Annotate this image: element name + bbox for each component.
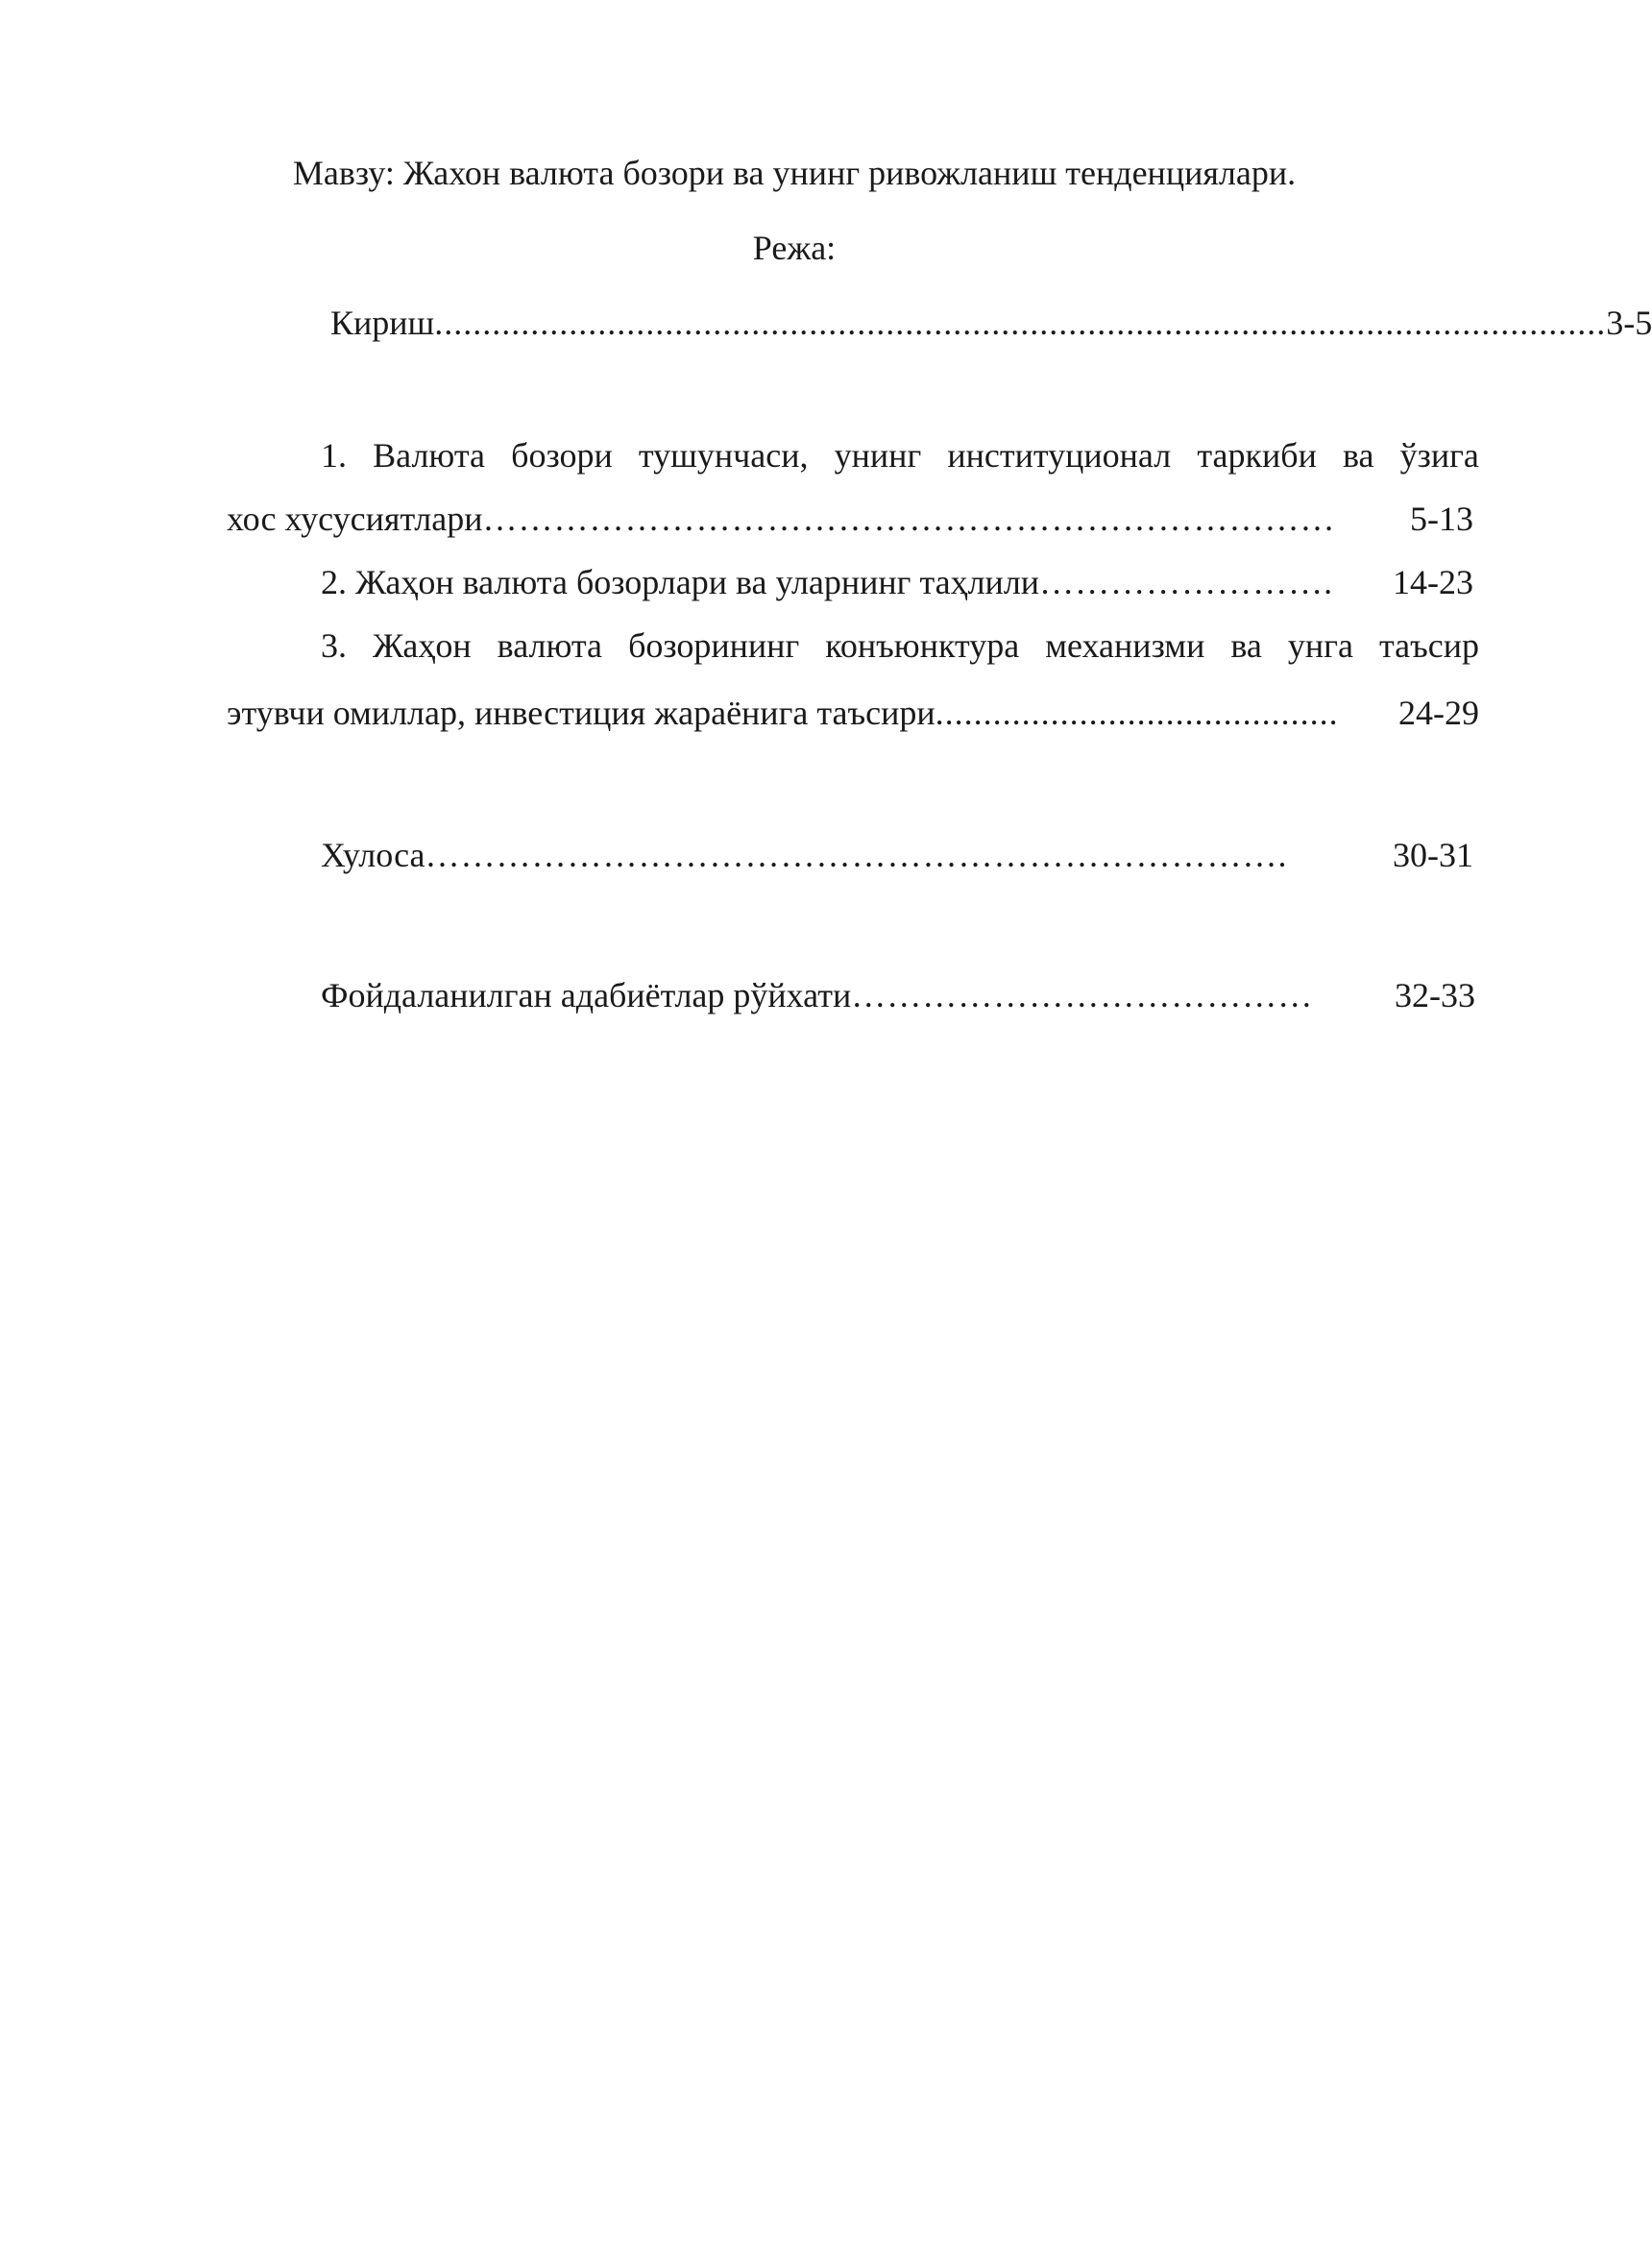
toc-leader-dots: ………………………………… [851,976,1314,1014]
toc-entry-label: хос хусусиятлари [227,500,483,538]
toc-leader-dots: .......................................... [935,694,1339,732]
toc-word: таркиби [1197,436,1317,475]
toc-entry-3-line-1 [321,624,1479,667]
toc-page-number: 24-29 [1398,694,1479,732]
document-title: Мавзу: Жахон валюта бозори ва унинг ривожланиш тенденциялари. [292,154,1297,192]
toc-page-number: 30-31 [1393,836,1473,874]
toc-entry-conclusion [321,834,1473,876]
toc-word: 3. [321,626,347,665]
toc-word: бозорининг [628,626,800,665]
toc-entry-3-line-2 [227,692,1479,734]
toc-leader-dots: ……………………………………………………………… [482,500,1336,538]
toc-word: унга [1287,626,1353,665]
toc-leader-dots: .......................................................................................................................... [434,304,1607,342]
plan-heading: Режа: [752,229,837,267]
toc-entry-intro [330,302,1652,344]
toc-entry-1-line-1 [321,434,1479,476]
toc-leader-dots: ……………………. [1039,563,1334,601]
toc-word: Валюта [373,436,485,475]
toc-entry-references [321,974,1475,1016]
toc-word: тушунчаси, [638,436,809,475]
toc-page-number: 32-33 [1395,976,1475,1014]
toc-word: бозори [511,436,613,475]
toc-word: валюта [497,626,603,665]
toc-word: ва [1343,436,1374,475]
toc-word: Жаҳон [373,626,472,665]
toc-entry-label: Кириш [330,304,435,342]
toc-word: механизми [1045,626,1205,665]
toc-entry-label: этувчи омиллар, инвестиция жараёнига таъсири [227,694,935,732]
toc-word: ўзига [1399,436,1479,475]
toc-page-number: 5-13 [1410,500,1473,538]
toc-word: ва [1230,626,1262,665]
toc-word: конъюнктура [825,626,1020,665]
toc-word: институционал [947,436,1172,475]
toc-entry-2 [321,561,1473,603]
toc-word: 1. [321,436,347,475]
toc-word: таъсир [1378,626,1479,665]
toc-page-number: 14-23 [1393,563,1473,601]
toc-entry-label: Хулоса [321,836,425,874]
toc-page-number: 3-5 [1606,304,1652,342]
toc-leader-dots: ………………………………………………………………. [425,836,1288,874]
toc-entry-1-line-2 [227,498,1473,540]
toc-entry-label: Фойдаланилган адабиётлар рўйхати [321,976,852,1014]
toc-entry-label: 2. Жаҳон валюта бозорлари ва уларнинг таҳлили [321,563,1040,601]
toc-word: унинг [834,436,922,475]
